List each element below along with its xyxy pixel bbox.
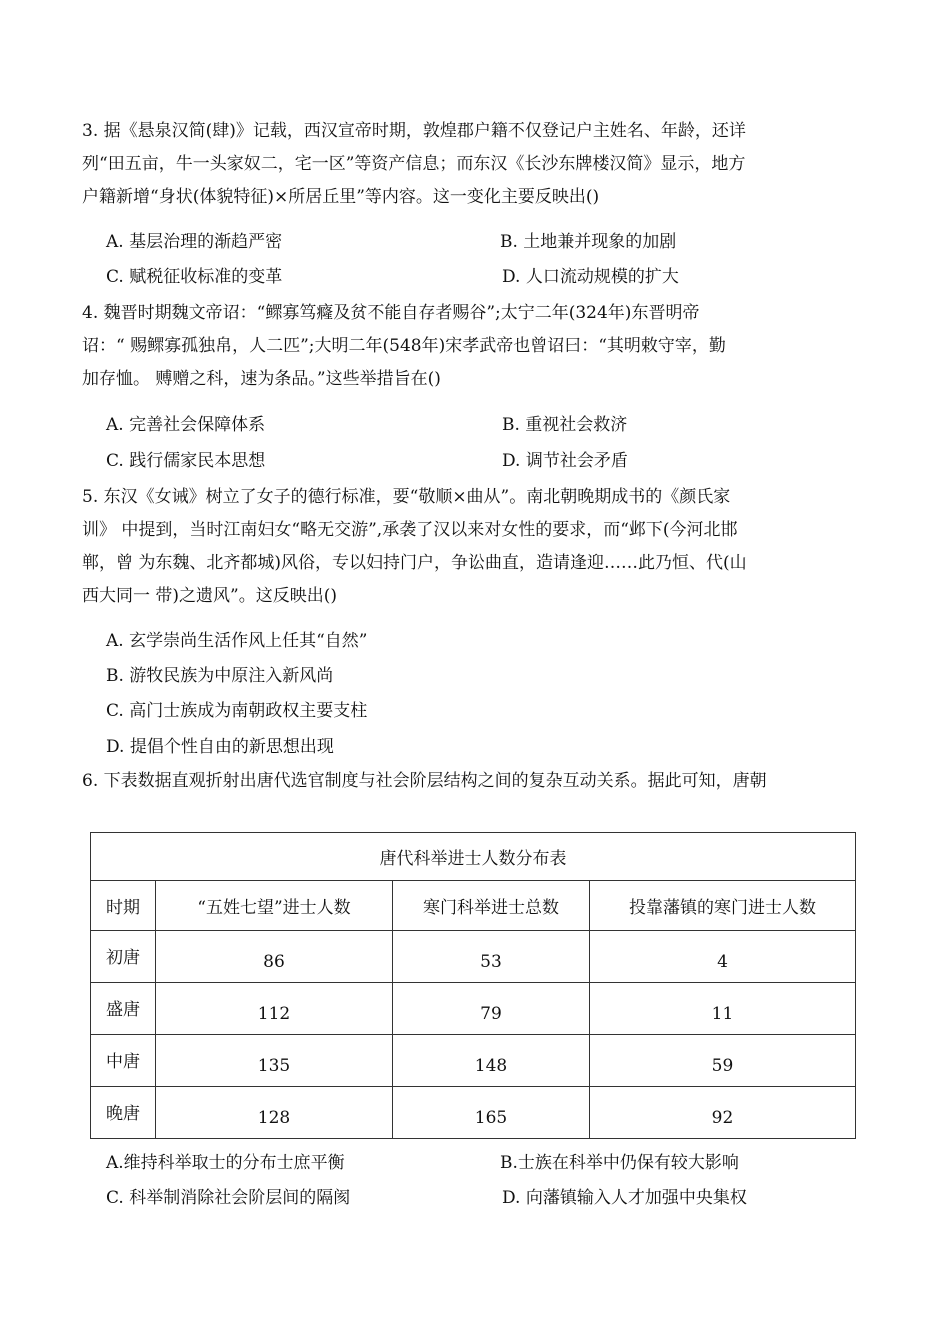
table-row bbox=[91, 1087, 856, 1139]
table-cell-value: 112 bbox=[156, 983, 393, 1035]
table-header-five-surnames: “五姓七望”进士人数 bbox=[156, 881, 393, 931]
question-5-line-2: 训》 中提到，当时江南妇女“略无交游”,承袭了汉以来对女性的要求，而“邺下(今河北邯 bbox=[82, 520, 738, 540]
table-cell-period: 中唐 bbox=[91, 1035, 156, 1087]
question-3-line-1: 3. 据《悬泉汉简(肆)》记载，西汉宣帝时期，敦煌郡户籍不仅登记户主姓名、年龄，还详 bbox=[82, 121, 746, 141]
question-5-line-4: 西大同一 带)之遗风”。这反映出() bbox=[82, 586, 337, 606]
question-5-line-3: 郸，曾 为东魏、北齐都城)风俗，专以妇持门户，争讼曲直，造请逢迎……此乃恒、代(山 bbox=[82, 553, 747, 573]
table-cell-value: 135 bbox=[156, 1035, 393, 1087]
question-3-line-3: 户籍新增“身状(体貌特征)×所居丘里”等内容。这一变化主要反映出() bbox=[82, 187, 600, 207]
table-cell-period: 盛唐 bbox=[91, 983, 156, 1035]
table-cell-value: 53 bbox=[393, 931, 590, 983]
question-5-option-a[interactable]: A. 玄学崇尚生活作风上任其“自然” bbox=[106, 631, 368, 651]
table-cell-period: 晚唐 bbox=[91, 1087, 156, 1139]
question-3-option-d[interactable]: D. 人口流动规模的扩大 bbox=[502, 267, 679, 287]
table-cell-value: 92 bbox=[590, 1087, 856, 1139]
question-3-option-a[interactable]: A. 基层治理的渐趋严密 bbox=[106, 232, 283, 252]
question-4-option-a[interactable]: A. 完善社会保障体系 bbox=[106, 415, 266, 435]
table-header-commoner-total: 寒门科举进士总数 bbox=[393, 881, 590, 931]
question-6-option-d[interactable]: D. 向藩镇输入人才加强中央集权 bbox=[502, 1188, 747, 1208]
table-header-row bbox=[91, 881, 856, 931]
table-header-commoner-fanzhen: 投靠藩镇的寒门进士人数 bbox=[590, 881, 856, 931]
question-4-line-1: 4. 魏晋时期魏文帝诏：“鳏寡笃癃及贫不能自存者赐谷”;太宁二年(324年)东晋明帝 bbox=[82, 303, 700, 323]
question-4-line-2: 诏：“ 赐鳏寡孤独帛，人二匹”;大明二年(548年)宋孝武帝也曾诏曰：“其明敕守宰，勤 bbox=[82, 336, 726, 356]
question-5-option-d[interactable]: D. 提倡个性自由的新思想出现 bbox=[106, 737, 334, 757]
table-cell-value: 11 bbox=[590, 983, 856, 1035]
question-4-line-3: 加存恤。 赙赠之科，速为条品。”这些举措旨在() bbox=[82, 369, 441, 389]
table-cell-period: 初唐 bbox=[91, 931, 156, 983]
question-4-option-c[interactable]: C. 践行儒家民本思想 bbox=[106, 451, 266, 471]
question-4-option-d[interactable]: D. 调节社会矛盾 bbox=[502, 451, 628, 471]
table-cell-value: 79 bbox=[393, 983, 590, 1035]
question-3-option-b[interactable]: B. 土地兼并现象的加剧 bbox=[500, 232, 677, 252]
table-header-period: 时期 bbox=[91, 881, 156, 931]
question-3-line-2: 列“田五亩，牛一头家奴二，宅一区”等资产信息；而东汉《长沙东牌楼汉简》显示，地方 bbox=[82, 154, 746, 174]
table-cell-value: 59 bbox=[590, 1035, 856, 1087]
question-4-option-b[interactable]: B. 重视社会救济 bbox=[502, 415, 628, 435]
table-row bbox=[91, 931, 856, 983]
question-6-option-a[interactable]: A.维持科举取士的分布士庶平衡 bbox=[106, 1153, 345, 1173]
table-cell-value: 4 bbox=[590, 931, 856, 983]
table-caption: 唐代科举进士人数分布表 bbox=[91, 833, 856, 881]
question-5-line-1: 5. 东汉《女诫》树立了女子的德行标准，要“敬顺×曲从”。南北朝晚期成书的《颜氏家 bbox=[82, 487, 731, 507]
table-cell-value: 128 bbox=[156, 1087, 393, 1139]
table-row bbox=[91, 983, 856, 1035]
question-6-option-c[interactable]: C. 科举制消除社会阶层间的隔阂 bbox=[106, 1188, 351, 1208]
table-row bbox=[91, 1035, 856, 1087]
jinshi-distribution-table bbox=[90, 832, 856, 1139]
question-6-line-1: 6. 下表数据直观折射出唐代选官制度与社会阶层结构之间的复杂互动关系。据此可知，唐朝 bbox=[82, 771, 767, 791]
question-3-option-c[interactable]: C. 赋税征收标准的变革 bbox=[106, 267, 283, 287]
question-5-option-b[interactable]: B. 游牧民族为中原注入新风尚 bbox=[106, 666, 334, 686]
table-cell-value: 165 bbox=[393, 1087, 590, 1139]
table-cell-value: 148 bbox=[393, 1035, 590, 1087]
question-5-option-c[interactable]: C. 高门士族成为南朝政权主要支柱 bbox=[106, 701, 368, 721]
table-cell-value: 86 bbox=[156, 931, 393, 983]
question-6-option-b[interactable]: B.士族在科举中仍保有较大影响 bbox=[500, 1153, 739, 1173]
